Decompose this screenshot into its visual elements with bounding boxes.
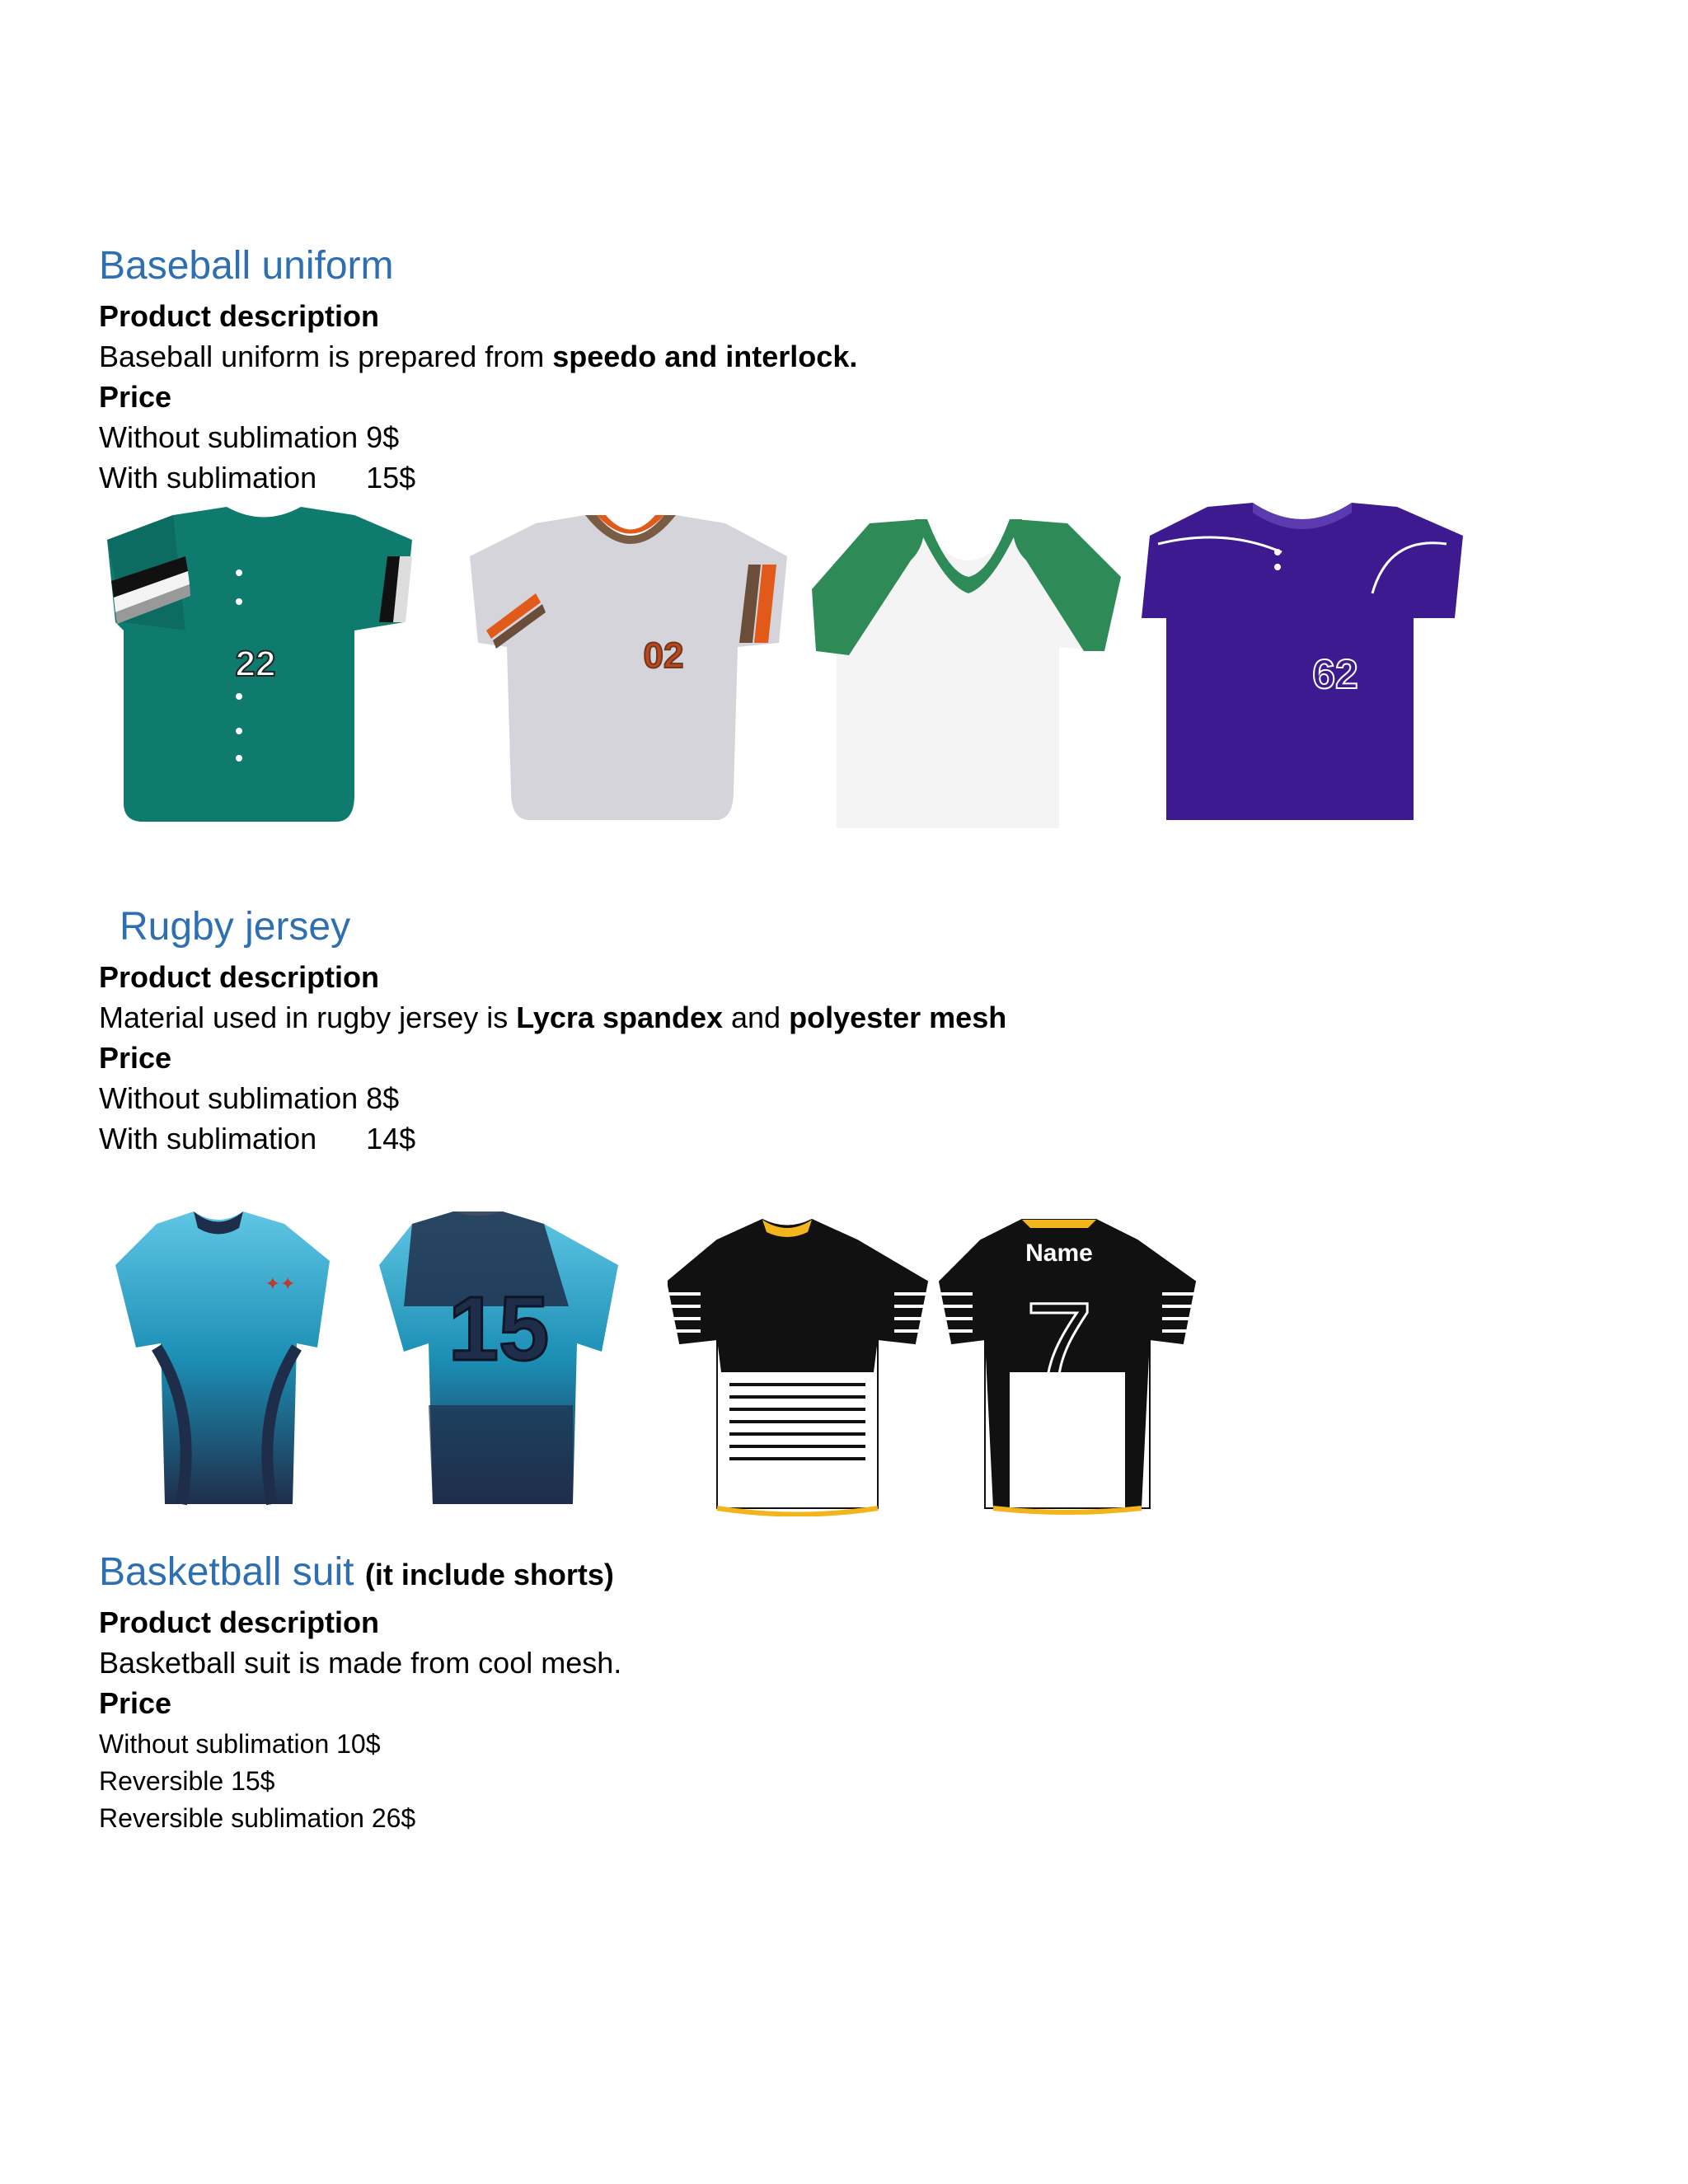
rugby-jersey-blue-image xyxy=(107,1207,626,1512)
baseball-price-with-value: 15$ xyxy=(366,461,416,494)
basketball-title-text: Basketball suit xyxy=(99,1550,354,1594)
baseball-price-with-label: With sublimation xyxy=(99,461,317,494)
baseball-desc-text: Baseball uniform is prepared from xyxy=(99,340,553,373)
rugby-desc xyxy=(99,1000,1006,1036)
baseball-title: Baseball uniform xyxy=(99,244,394,288)
rugby-title: Rugby jersey xyxy=(120,905,351,949)
rugby-desc-and: and xyxy=(723,1001,790,1034)
rugby-price-with-value: 14$ xyxy=(366,1122,416,1155)
rugby-back-name: Name xyxy=(1025,1240,1093,1267)
baseball-uniform-grey-image xyxy=(470,507,791,832)
rugby-back-number-7: 7 xyxy=(1025,1277,1094,1415)
rugby-desc-text: Material used in rugby jersey is xyxy=(99,1001,517,1034)
baseball-uniform-green-white-image xyxy=(812,511,1125,832)
rugby-desc-material-2: polyester mesh xyxy=(789,1001,1007,1034)
rugby-price-without: Without sublimation 8$ xyxy=(99,1081,400,1115)
rugby-desc-material-1: Lycra spandex xyxy=(516,1001,724,1034)
basketball-title xyxy=(99,1549,614,1595)
baseball-desc-material: speedo and interlock. xyxy=(552,340,858,373)
shirt-number-22: 22 xyxy=(235,644,276,684)
basketball-price-heading: Price xyxy=(99,1686,172,1720)
rugby-back-number-15: 15 xyxy=(448,1278,550,1380)
baseball-desc xyxy=(99,339,857,375)
baseball-price-heading: Price xyxy=(99,380,172,414)
baseball-desc-heading: Product description xyxy=(99,299,380,333)
shirt-number-62: 62 xyxy=(1312,651,1358,697)
baseball-price-with xyxy=(99,460,415,496)
rugby-price-heading: Price xyxy=(99,1041,172,1075)
rugby-jersey-black-white-image xyxy=(668,1216,1203,1516)
basketball-desc: Basketball suit is made from cool mesh. xyxy=(99,1646,622,1680)
shirt-number-02: 02 xyxy=(643,635,684,676)
basketball-price-reversible-sublimation: Reversible sublimation 26$ xyxy=(99,1803,416,1833)
rugby-desc-heading: Product description xyxy=(99,960,380,994)
baseball-uniform-purple-image xyxy=(1142,494,1463,824)
rugby-price-with-label: With sublimation xyxy=(99,1122,317,1155)
basketball-price-reversible: Reversible 15$ xyxy=(99,1766,275,1796)
svg-text:✦✦: ✦✦ xyxy=(265,1273,296,1294)
baseball-price-without: Without sublimation 9$ xyxy=(99,420,400,454)
basketball-desc-heading: Product description xyxy=(99,1605,380,1639)
baseball-uniform-teal-image xyxy=(107,507,420,832)
rugby-price-with xyxy=(99,1121,415,1157)
basketball-price-without: Without sublimation 10$ xyxy=(99,1729,381,1759)
basketball-title-note: (it include shorts) xyxy=(364,1558,614,1591)
